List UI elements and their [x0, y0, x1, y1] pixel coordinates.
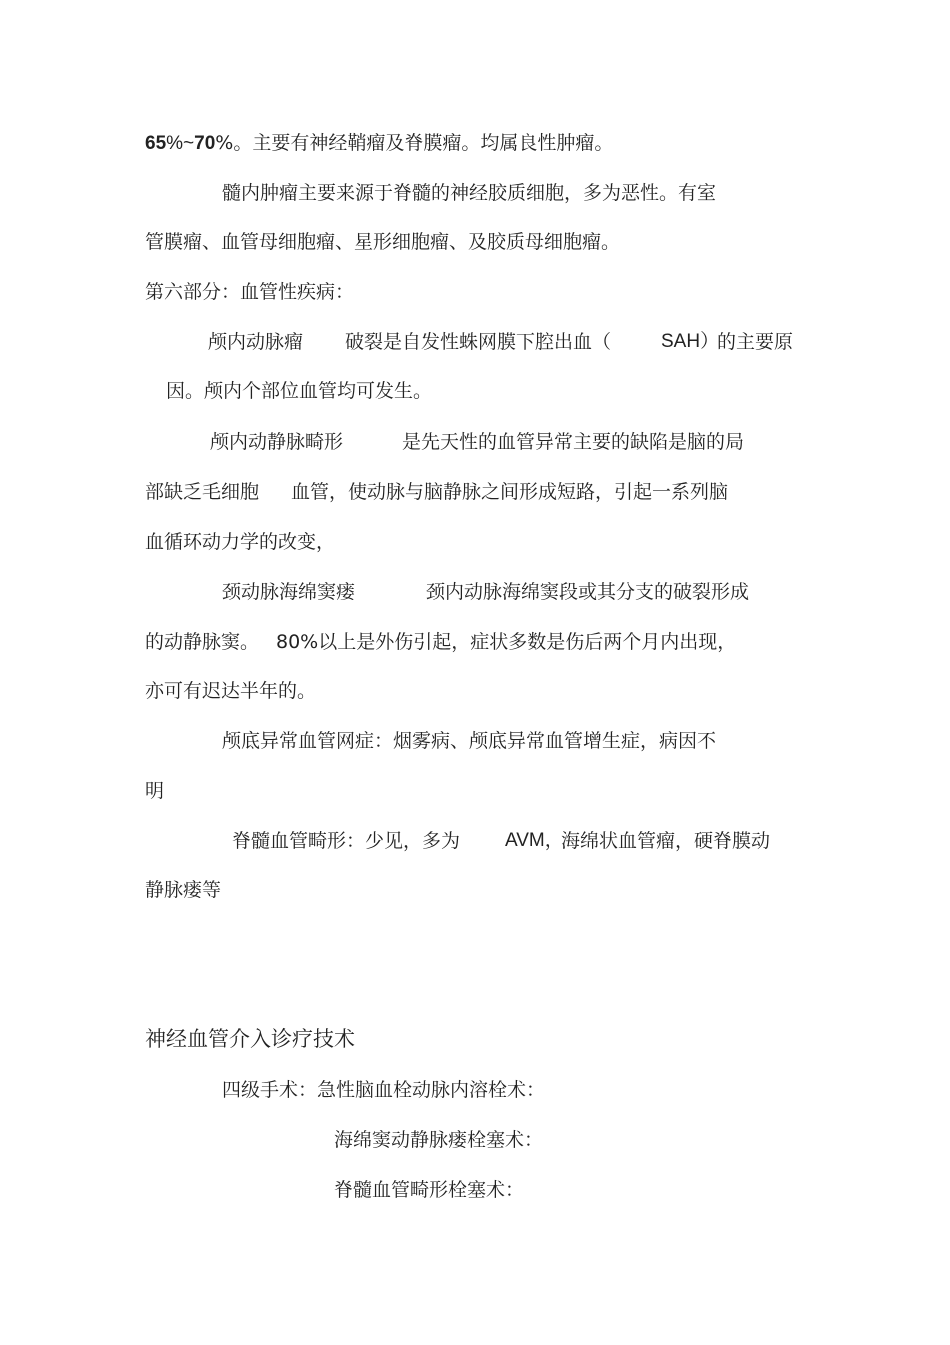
- ccf-line-2b: 80%以上是外伤引起，症状多数是伤后两个月内出现，: [276, 631, 737, 653]
- intramedullary-line-1: 髓内肿瘤主要来源于脊髓的神经胶质细胞，多为恶性。有室: [222, 182, 717, 204]
- avm-line-3: 血循环动力学的改变，: [145, 531, 336, 553]
- percent-65: 65: [145, 133, 167, 154]
- ccf-term: 颈动脉海绵窦瘘: [222, 581, 356, 603]
- ccf-text-1: 颈内动脉海绵窦段或其分支的破裂形成: [426, 581, 750, 603]
- spinal-vm-line-2: 静脉瘘等: [145, 879, 222, 901]
- intramedullary-line-2: 管膜瘤、血管母细胞瘤、星形细胞瘤、及胶质母细胞瘤。: [145, 231, 621, 253]
- avm-line-2a: 部缺乏毛细胞: [145, 481, 260, 503]
- percent-sep: %~: [166, 133, 195, 154]
- avm-text-1: 是先天性的血管异常主要的缺陷是脑的局: [402, 431, 745, 453]
- percent-70: 70: [194, 133, 216, 154]
- intro-text: %。主要有神经鞘瘤及脊膜瘤。均属良性肿瘤。: [215, 132, 614, 154]
- aneurysm-term: 颅内动脉瘤: [208, 331, 304, 353]
- spinal-vm-text-b: 海绵状血管瘤，硬脊膜动: [561, 830, 771, 852]
- intervention-item-3: 脊髓血管畸形栓塞术：: [334, 1179, 525, 1201]
- aneurysm-text-b: 的主要原: [717, 331, 794, 353]
- sah-abbr: SAH）: [661, 331, 720, 352]
- aneurysm-text-a: 破裂是自发性蛛网膜下腔出血（: [345, 331, 612, 353]
- moyamoya-line-2: 明: [145, 780, 165, 802]
- avm-line-2b: 血管，使动脉与脑静脉之间形成短路，引起一系列脑: [291, 481, 729, 503]
- intervention-item-1: 四级手术：急性脑血栓动脉内溶栓术：: [222, 1079, 546, 1101]
- intervention-title: 神经血管介入诊疗技术: [145, 1027, 355, 1051]
- ccf-line-2a: 的动静脉窦。: [145, 631, 260, 653]
- avm-abbr: AVM，: [505, 830, 564, 851]
- ccf-line-3: 亦可有迟达半年的。: [145, 680, 317, 702]
- aneurysm-line-2: 因。颅内个部位血管均可发生。: [166, 380, 433, 402]
- intro-line: [145, 130, 613, 157]
- avm-term: 颅内动静脉畸形: [210, 431, 344, 453]
- intervention-item-2: 海绵窦动静脉瘘栓塞术：: [334, 1129, 544, 1151]
- section-6-title: 第六部分：血管性疾病：: [145, 281, 355, 303]
- spinal-vm-text-a: 脊髓血管畸形：少见，多为: [232, 830, 461, 852]
- moyamoya-line-1: 颅底异常血管网症：烟雾病、颅底异常血管增生症，病因不: [222, 730, 717, 752]
